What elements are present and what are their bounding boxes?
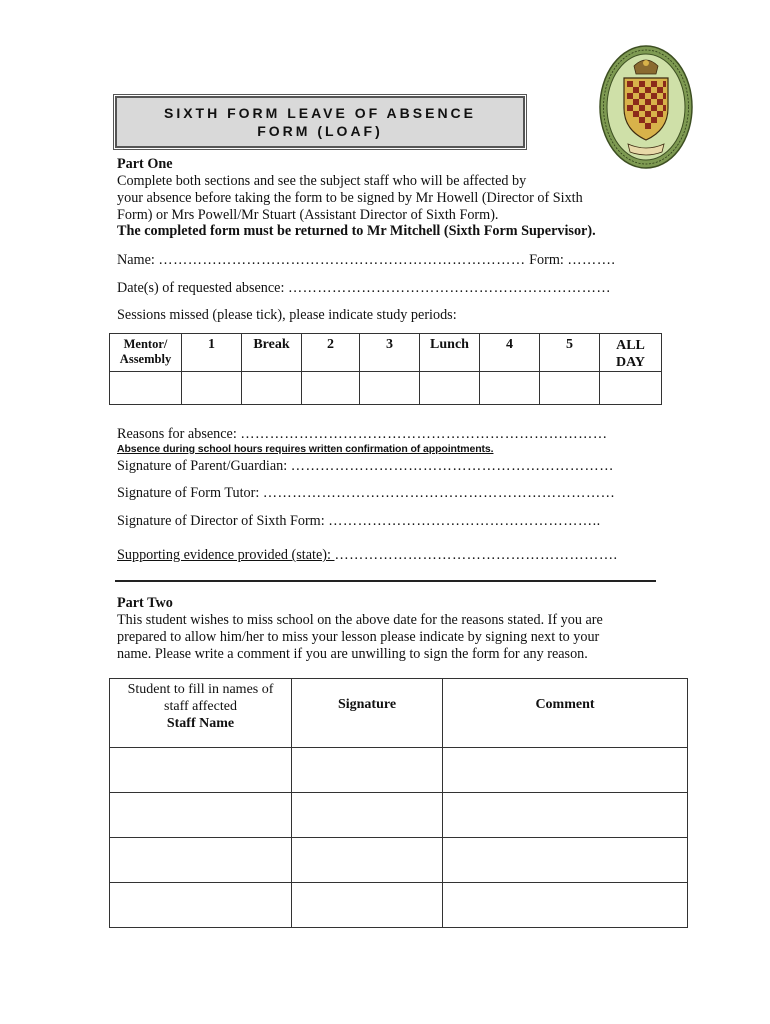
staff-comment-cell[interactable]: [443, 748, 688, 793]
staff-name-header: Student to fill in names of staff affected Staff Name: [110, 679, 292, 748]
director-signature-field[interactable]: ………………………………………………..: [328, 513, 601, 529]
staff-comment-cell[interactable]: [443, 883, 688, 928]
form-title-line-1: SIXTH FORM LEAVE OF ABSENCE: [163, 105, 476, 121]
staff-comment-cell[interactable]: [443, 838, 688, 883]
part-one-intro: [117, 173, 637, 224]
sessions-table: [109, 333, 662, 405]
evidence-label: Supporting evidence provided (state):: [117, 547, 335, 563]
sessions-header-cell: Break: [242, 334, 302, 372]
intro-line: Complete both sections and see the subject staff who will be affected by: [117, 173, 527, 189]
staff-name-cell[interactable]: [110, 883, 292, 928]
sessions-header-cell: ALL DAY: [600, 334, 662, 372]
sessions-tick-cell[interactable]: [600, 372, 662, 405]
staff-name-cell[interactable]: [110, 748, 292, 793]
absence-note: Absence during school hours requires written confirmation of appointments.: [117, 443, 494, 455]
dates-row: [117, 280, 611, 297]
sessions-header-cell: 4: [480, 334, 540, 372]
director-signature-row: [117, 513, 601, 530]
director-signature-label: Signature of Director of Sixth Form:: [117, 513, 329, 529]
staff-name-cell[interactable]: [110, 838, 292, 883]
sessions-header-cell: 1: [182, 334, 242, 372]
staff-signature-cell[interactable]: [292, 748, 443, 793]
part-two-line: prepared to allow him/her to miss your lesson please indicate by signing next to your: [117, 629, 600, 645]
part-two-line: name. Please write a comment if you are unwilling to sign the form for any reason.: [117, 646, 588, 662]
sessions-tick-row: [110, 372, 662, 405]
sessions-header-cell: Lunch: [420, 334, 480, 372]
form-title-box: [115, 96, 525, 148]
sessions-label: Sessions missed (please tick), please indicate study periods:: [117, 307, 457, 323]
evidence-row: [117, 547, 618, 564]
form-title-line-2: FORM (LOAF): [257, 123, 383, 139]
form-field[interactable]: ……….: [567, 252, 616, 268]
part-two-text: [117, 612, 677, 663]
parent-signature-field[interactable]: …………………………………………………………: [290, 458, 614, 474]
staff-signature-cell[interactable]: [292, 793, 443, 838]
signature-header: Signature: [292, 679, 443, 748]
evidence-field[interactable]: ………………………………………………….: [334, 547, 618, 563]
staff-header-row: [110, 679, 688, 748]
section-divider: [115, 580, 656, 582]
return-note: The completed form must be returned to Mr Mitchell (Sixth Form Supervisor).: [117, 223, 596, 239]
school-crest-icon: [598, 44, 694, 170]
sessions-header-cell: 2: [302, 334, 360, 372]
tutor-signature-label: Signature of Form Tutor:: [117, 485, 263, 501]
sessions-tick-cell[interactable]: [540, 372, 600, 405]
reasons-row: [117, 426, 608, 443]
parent-signature-row: [117, 458, 614, 475]
form-label: Form:: [525, 252, 568, 268]
part-two-line: This student wishes to miss school on the above date for the reasons stated. If you are: [117, 612, 603, 628]
sessions-header-cell: 5: [540, 334, 600, 372]
tutor-signature-field[interactable]: ………………………………………………………………: [262, 485, 616, 501]
tutor-signature-row: [117, 485, 615, 502]
staff-name-cell[interactable]: [110, 793, 292, 838]
staff-comment-cell[interactable]: [443, 793, 688, 838]
sessions-tick-cell[interactable]: [242, 372, 302, 405]
staff-signature-cell[interactable]: [292, 838, 443, 883]
name-field[interactable]: …………………………………………………………………: [158, 252, 526, 268]
part-two-heading: Part Two: [117, 595, 173, 611]
sessions-tick-cell[interactable]: [360, 372, 420, 405]
reasons-label: Reasons for absence:: [117, 426, 241, 442]
sessions-header-cell: 3: [360, 334, 420, 372]
parent-signature-label: Signature of Parent/Guardian:: [117, 458, 291, 474]
intro-line: your absence before taking the form to be signed by Mr Howell (Director of Sixth: [117, 190, 583, 206]
sessions-tick-cell[interactable]: [110, 372, 182, 405]
name-label: Name:: [117, 252, 159, 268]
sessions-header-cell: Mentor/ Assembly: [110, 334, 182, 372]
sessions-header-row: [110, 334, 662, 372]
sessions-tick-cell[interactable]: [182, 372, 242, 405]
comment-header: Comment: [443, 679, 688, 748]
intro-line: Form) or Mrs Powell/Mr Stuart (Assistant Director of Sixth Form).: [117, 207, 499, 223]
sessions-tick-cell[interactable]: [302, 372, 360, 405]
part-one-heading: Part One: [117, 156, 173, 172]
staff-row: [110, 748, 688, 793]
sessions-tick-cell[interactable]: [420, 372, 480, 405]
dates-field[interactable]: …………………………………………………………: [287, 280, 612, 296]
staff-row: [110, 838, 688, 883]
dates-label: Date(s) of requested absence:: [117, 280, 288, 296]
staff-row: [110, 793, 688, 838]
reasons-field[interactable]: …………………………………………………………………: [240, 426, 608, 442]
name-form-row: [117, 252, 615, 269]
staff-table: [109, 678, 688, 928]
staff-signature-cell[interactable]: [292, 883, 443, 928]
staff-row: [110, 883, 688, 928]
sessions-tick-cell[interactable]: [480, 372, 540, 405]
